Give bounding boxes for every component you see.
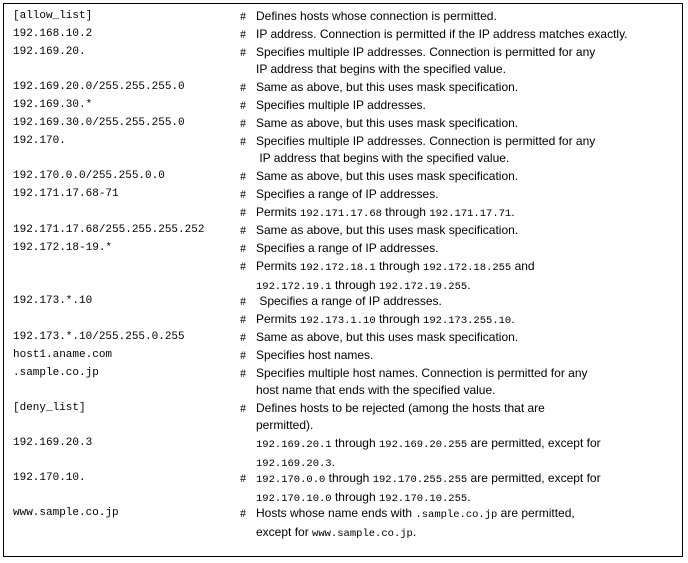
config-entry: 192.170.10.	[13, 472, 86, 484]
comment-marker: #	[240, 169, 246, 183]
description-text: Same as above, but this uses mask specification.	[256, 80, 519, 94]
entry-description	[256, 115, 681, 132]
description-line	[256, 186, 681, 203]
entry-description	[256, 400, 681, 434]
description-text: are permitted, except for	[467, 436, 601, 450]
config-entry: [deny_list]	[13, 402, 86, 414]
entry-description	[256, 186, 681, 203]
entry-description	[256, 133, 681, 167]
description-text: .	[331, 455, 335, 469]
description-text: are permitted,	[497, 506, 575, 520]
entry-description	[256, 240, 681, 257]
inline-code: 192.169.20.255	[379, 439, 468, 451]
description-text: through	[325, 471, 373, 485]
description-line	[256, 329, 681, 346]
comment-marker: #	[240, 205, 246, 219]
entry-description	[256, 505, 681, 543]
comment-marker: #	[240, 80, 246, 94]
comment-marker: #	[240, 401, 246, 415]
comment-marker: #	[240, 312, 246, 326]
comment-marker: #	[240, 348, 246, 362]
description-text: Specifies a range of IP addresses.	[256, 294, 442, 308]
config-entry: [allow_list]	[13, 10, 93, 22]
description-text: Specifies host names.	[256, 348, 374, 362]
entry-description	[256, 311, 681, 330]
inline-code: 192.170.255.255	[372, 474, 468, 486]
inline-code: 192.170.10.255	[379, 493, 468, 505]
entry-description	[256, 365, 681, 399]
config-entry: 192.169.30.0/255.255.255.0	[13, 117, 185, 129]
description-line	[256, 115, 681, 132]
description-text: through	[375, 259, 424, 273]
description-line	[256, 44, 681, 61]
description-line	[256, 97, 681, 114]
comment-marker: #	[240, 9, 246, 23]
inline-code: 192.173.255.10	[423, 315, 512, 327]
comment-marker: #	[240, 471, 246, 485]
description-text: .	[511, 205, 515, 219]
entry-description	[256, 44, 681, 78]
inline-code: www.sample.co.jp	[312, 528, 413, 540]
description-line	[256, 240, 681, 257]
description-text: Permits	[256, 259, 301, 273]
description-text: Hosts whose name ends with	[256, 506, 416, 520]
description-text: .	[467, 278, 471, 292]
entry-description	[256, 97, 681, 114]
entry-description	[256, 26, 681, 43]
inline-code: 192.169.20.3	[256, 458, 332, 470]
description-text: host name that ends with the specified value.	[256, 383, 496, 397]
entry-description	[256, 222, 681, 239]
config-entry: 192.169.20.0/255.255.255.0	[13, 81, 185, 93]
description-line	[256, 61, 681, 78]
description-text: except for	[256, 525, 313, 539]
description-line	[256, 524, 681, 543]
comment-marker: #	[240, 187, 246, 201]
description-text: Defines hosts to be rejected (among the hosts that are	[256, 401, 545, 415]
entry-description	[256, 79, 681, 96]
inline-code: 192.172.18.255	[423, 262, 512, 274]
description-text: Specifies a range of IP addresses.	[256, 187, 439, 201]
description-text: Permits	[256, 312, 301, 326]
description-line	[256, 470, 681, 489]
comment-marker: #	[240, 134, 246, 148]
description-text: Same as above, but this uses mask specification.	[256, 223, 519, 237]
description-text: through	[331, 278, 379, 292]
comment-marker: #	[240, 259, 246, 273]
description-text: .	[511, 312, 515, 326]
description-text: Same as above, but this uses mask specification.	[256, 330, 519, 344]
description-line	[256, 168, 681, 185]
description-text: are permitted, except for	[467, 471, 601, 485]
entry-description	[256, 347, 681, 364]
description-text: Same as above, but this uses mask specification.	[256, 116, 519, 130]
description-text: IP address that begins with the specified value.	[256, 151, 510, 165]
inline-code: .sample.co.jp	[415, 509, 498, 521]
description-line	[256, 26, 681, 43]
inline-code: 192.171.17.68	[300, 208, 382, 220]
description-text: permitted).	[256, 418, 314, 432]
entry-description	[256, 293, 681, 310]
description-line	[256, 365, 681, 382]
config-entry: www.sample.co.jp	[13, 507, 119, 519]
config-entry: 192.171.17.68-71	[13, 188, 119, 200]
comment-marker: #	[240, 223, 246, 237]
description-line	[256, 258, 681, 277]
entry-description	[256, 470, 681, 508]
inline-code: 192.170.10.0	[256, 493, 332, 505]
description-line	[256, 150, 681, 167]
inline-code: 192.170.0.0	[256, 474, 326, 486]
inline-code: 192.172.19.255	[379, 281, 468, 293]
description-text: through	[375, 312, 424, 326]
description-line	[256, 8, 681, 25]
config-entry: .sample.co.jp	[13, 367, 99, 379]
description-text: Same as above, but this uses mask specification.	[256, 169, 519, 183]
inline-code: 192.169.20.1	[256, 439, 332, 451]
description-text: through	[331, 490, 379, 504]
entry-description	[256, 258, 681, 296]
description-text: through	[381, 205, 430, 219]
inline-code: 192.171.17.71	[429, 208, 512, 220]
entry-description	[256, 168, 681, 185]
description-text: Specifies multiple IP addresses.	[256, 98, 426, 112]
entry-description	[256, 329, 681, 346]
config-entry: 192.170.	[13, 135, 66, 147]
comment-marker: #	[240, 116, 246, 130]
description-line	[256, 293, 681, 310]
config-entry: 192.173.*.10/255.255.0.255	[13, 331, 185, 343]
description-line	[256, 382, 681, 399]
config-table	[3, 3, 683, 557]
description-text: .	[467, 490, 471, 504]
config-entry: 192.171.17.68/255.255.255.252	[13, 224, 205, 236]
comment-marker: #	[240, 27, 246, 41]
description-line	[256, 133, 681, 150]
description-text: Specifies a range of IP addresses.	[256, 241, 439, 255]
description-text: Specifies multiple IP addresses. Connection is permitted for any	[256, 134, 596, 148]
comment-marker: #	[240, 98, 246, 112]
inline-code: 192.172.19.1	[256, 281, 332, 293]
description-line	[256, 347, 681, 364]
description-line	[256, 204, 681, 223]
description-line	[256, 417, 681, 434]
comment-marker: #	[240, 294, 246, 308]
description-text: IP address that begins with the specified value.	[256, 62, 506, 76]
config-entry: 192.170.0.0/255.255.0.0	[13, 170, 165, 182]
entry-description	[256, 204, 681, 223]
comment-marker: #	[240, 241, 246, 255]
config-entry: 192.172.18-19.*	[13, 242, 113, 254]
description-line	[256, 435, 681, 454]
config-entry: 192.169.20.	[13, 46, 86, 58]
description-text: through	[331, 436, 379, 450]
description-line	[256, 400, 681, 417]
description-text: Defines hosts whose connection is permitted.	[256, 9, 497, 23]
inline-code: 192.172.18.1	[300, 262, 376, 274]
entry-description	[256, 8, 681, 25]
comment-marker: #	[240, 45, 246, 59]
description-text: IP address. Connection is permitted if the IP address matches exactly.	[256, 27, 628, 41]
config-entry: 192.169.20.3	[13, 437, 93, 449]
description-line	[256, 311, 681, 330]
description-text: Specifies multiple host names. Connection is permitted for any	[256, 366, 588, 380]
comment-marker: #	[240, 330, 246, 344]
config-entry: 192.169.30.*	[13, 99, 93, 111]
comment-marker: #	[240, 506, 246, 520]
description-line	[256, 79, 681, 96]
description-text: and	[511, 259, 535, 273]
description-line	[256, 505, 681, 524]
comment-marker: #	[240, 366, 246, 380]
description-text: Specifies multiple IP addresses. Connection is permitted for any	[256, 45, 596, 59]
description-line	[256, 222, 681, 239]
config-entry: host1.aname.com	[13, 349, 113, 361]
inline-code: 192.173.1.10	[300, 315, 376, 327]
entry-description	[256, 435, 681, 473]
description-text: Permits	[256, 205, 301, 219]
config-entry: 192.168.10.2	[13, 28, 93, 40]
config-entry: 192.173.*.10	[13, 295, 93, 307]
description-text: .	[412, 525, 417, 539]
